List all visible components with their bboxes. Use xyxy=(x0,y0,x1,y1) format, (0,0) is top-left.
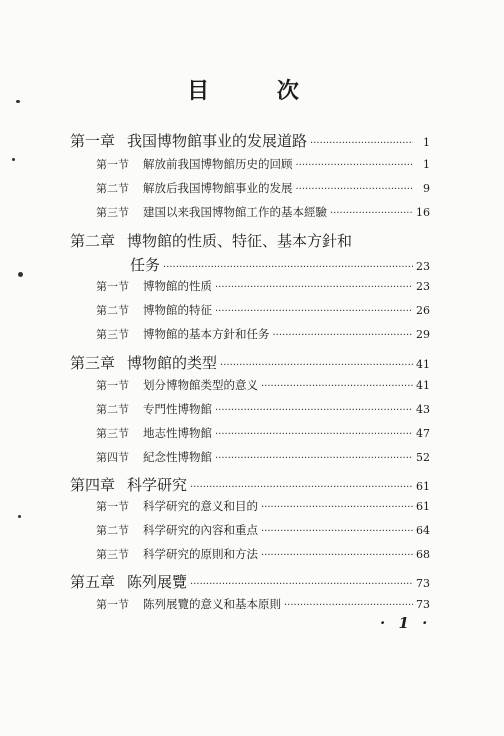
toc-entry-title: 科学研究的內容和重点 xyxy=(143,523,258,537)
dot-leader xyxy=(273,330,414,341)
toc-section-entry[interactable] xyxy=(96,278,430,294)
toc-entry-number: 第三节 xyxy=(96,427,129,440)
toc-entry-title: 解放后我国博物館事业的发展 xyxy=(143,181,293,195)
toc-entry-number: 第二节 xyxy=(96,304,129,317)
toc-entry-number: 第三节 xyxy=(96,328,129,341)
toc-entry-number: 第三节 xyxy=(96,206,129,219)
toc-entry-title: 博物館的性质 xyxy=(143,279,212,293)
toc-chapter-entry[interactable] xyxy=(70,130,430,151)
dot-leader xyxy=(310,138,413,149)
dot-leader xyxy=(163,262,413,273)
dot-leader xyxy=(190,482,413,493)
toc-entry-page: 43 xyxy=(416,403,430,416)
dot-leader xyxy=(284,600,413,611)
toc-chapter-entry[interactable] xyxy=(70,474,430,495)
toc-section-entry[interactable] xyxy=(96,522,430,538)
toc-entry-title: 科学研究 xyxy=(127,476,188,494)
dot-leader xyxy=(261,550,413,561)
toc-section-entry[interactable] xyxy=(96,204,430,220)
toc-section-entry[interactable] xyxy=(96,401,430,417)
toc-entry-page: 61 xyxy=(416,500,430,513)
toc-entry-number: 第一节 xyxy=(96,379,129,392)
toc-entry-page: 41 xyxy=(416,358,430,371)
scan-speck xyxy=(12,158,15,161)
dot-leader xyxy=(261,381,413,392)
toc-chapter-entry[interactable] xyxy=(70,230,430,251)
dot-leader xyxy=(296,184,414,195)
toc-chapter-entry[interactable] xyxy=(70,352,430,373)
dot-leader xyxy=(261,502,413,513)
toc-entry-title: 任务 xyxy=(130,256,161,274)
dot-leader xyxy=(296,160,414,171)
toc-section-entry[interactable] xyxy=(96,425,430,441)
dot-leader xyxy=(215,453,413,464)
toc-entry-page: 73 xyxy=(416,598,430,611)
toc-entry-title: 陈列展覽 xyxy=(127,573,188,591)
scan-speck xyxy=(16,100,20,103)
toc-entry-number: 第一节 xyxy=(96,500,129,513)
toc-entry-number: 第一节 xyxy=(96,280,129,293)
toc-entry-number: 第二节 xyxy=(96,403,129,416)
toc-entry-page: 23 xyxy=(416,260,430,273)
toc-entry-page: 64 xyxy=(416,524,430,537)
scan-speck xyxy=(18,272,23,277)
toc-entry-title: 紀念性博物館 xyxy=(143,450,212,464)
toc-section-entry[interactable] xyxy=(96,302,430,318)
toc-entry-number: 第一节 xyxy=(96,598,129,611)
toc-section-entry[interactable] xyxy=(96,326,430,342)
toc-section-entry[interactable] xyxy=(96,546,430,562)
toc-entry-title: 博物館的基本方針和任务 xyxy=(143,327,270,341)
toc-entry-title: 科学研究的意义和目的 xyxy=(143,499,258,513)
toc-entry-page: 1 xyxy=(423,136,430,149)
page-title: 目 次 xyxy=(187,78,329,104)
toc-entry-page: 52 xyxy=(416,451,430,464)
toc-section-entry[interactable] xyxy=(96,596,430,612)
toc-entry-number: 第二节 xyxy=(96,524,129,537)
scan-speck xyxy=(18,515,21,518)
toc-entry-page: 1 xyxy=(423,158,430,171)
dot-leader xyxy=(330,208,413,219)
toc-entry-page: 47 xyxy=(416,427,430,440)
dot-leader xyxy=(215,429,413,440)
toc-chapter-entry[interactable] xyxy=(70,571,430,592)
toc-entry-page: 68 xyxy=(416,548,430,561)
toc-entry-number: 第二章 xyxy=(70,232,116,250)
toc-entry-title: 陈列展覽的意义和基本原則 xyxy=(143,597,281,611)
toc-entry-number: 第一节 xyxy=(96,158,129,171)
toc-entry-title: 建国以来我国博物館工作的基本經驗 xyxy=(143,205,327,219)
toc-entry-title: 博物館的特征 xyxy=(143,303,212,317)
toc-entry-number: 第四节 xyxy=(96,451,129,464)
toc-section-entry[interactable] xyxy=(96,498,430,514)
toc-entry-page: 41 xyxy=(416,379,430,392)
toc-chapter-continuation[interactable] xyxy=(130,254,430,275)
toc-entry-number: 第三节 xyxy=(96,548,129,561)
dot-leader xyxy=(220,360,413,371)
toc-entry-page: 16 xyxy=(416,206,430,219)
toc-entry-title: 地志性博物館 xyxy=(143,426,212,440)
toc-entry-title: 科学研究的原則和方法 xyxy=(143,547,258,561)
toc-section-entry[interactable] xyxy=(96,156,430,172)
toc-section-entry[interactable] xyxy=(96,449,430,465)
toc-entry-title: 划分博物館类型的意义 xyxy=(143,378,258,392)
toc-entry-title: 专門性博物館 xyxy=(143,402,212,416)
toc-entry-page: 29 xyxy=(416,328,430,341)
toc-entry-page: 23 xyxy=(416,280,430,293)
dot-leader xyxy=(215,306,413,317)
page-number: · 1 · xyxy=(380,614,432,632)
dot-leader xyxy=(190,579,413,590)
toc-entry-page: 73 xyxy=(416,577,430,590)
toc-entry-page: 9 xyxy=(423,182,430,195)
toc-entry-title: 我国博物館事业的发展道路 xyxy=(127,132,308,150)
toc-entry-number: 第一章 xyxy=(70,132,116,150)
toc-entry-number: 第三章 xyxy=(70,354,116,372)
toc-entry-number: 第四章 xyxy=(70,476,116,494)
toc-entry-page: 26 xyxy=(416,304,430,317)
toc-entry-page: 61 xyxy=(416,480,430,493)
toc-section-entry[interactable] xyxy=(96,377,430,393)
toc-entry-title: 解放前我国博物館历史的回顾 xyxy=(143,157,293,171)
dot-leader xyxy=(215,282,413,293)
toc-entry-number: 第五章 xyxy=(70,573,116,591)
dot-leader xyxy=(261,526,413,537)
toc-entry-title: 博物館的性质、特征、基本方針和 xyxy=(127,232,353,250)
dot-leader xyxy=(215,405,413,416)
toc-section-entry[interactable] xyxy=(96,180,430,196)
toc-entry-title: 博物館的类型 xyxy=(127,354,218,372)
toc-entry-number: 第二节 xyxy=(96,182,129,195)
